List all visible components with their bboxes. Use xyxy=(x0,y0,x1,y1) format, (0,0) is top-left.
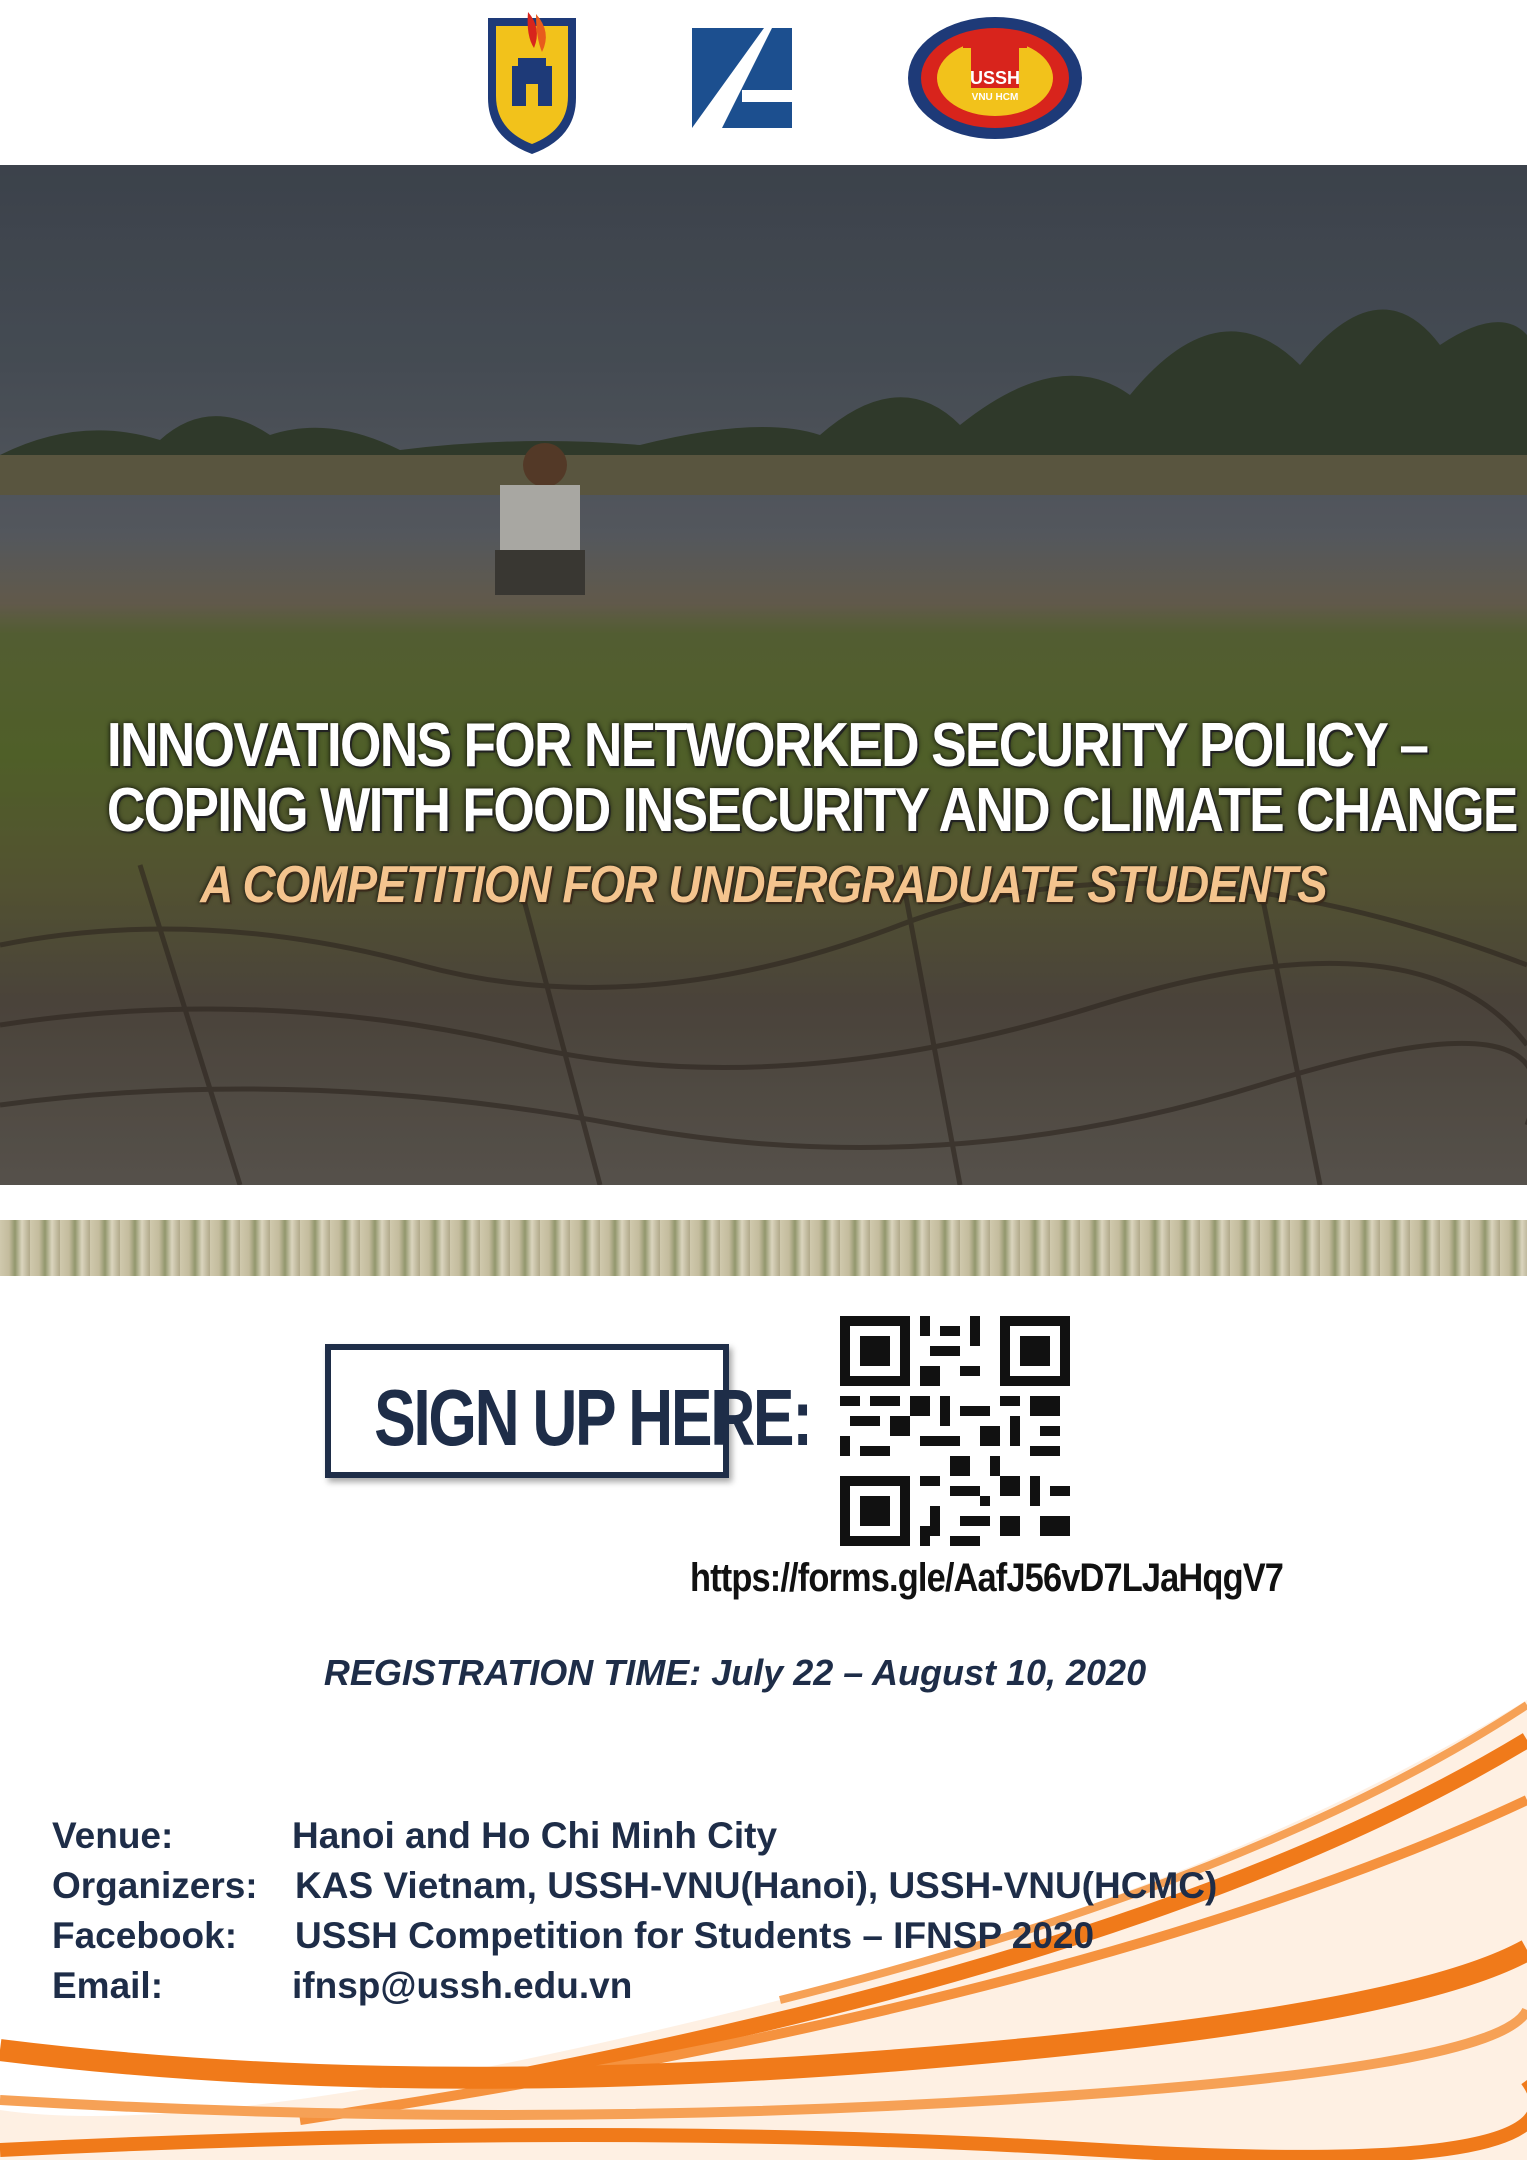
ussh-logo-subtext: VNU HCM xyxy=(971,92,1019,103)
info-key: Organizers: xyxy=(52,1865,258,1906)
info-value[interactable]: USSH Competition for Students – IFNSP 2020 xyxy=(295,1915,1095,1956)
ussh-logo-text: USSH xyxy=(969,68,1021,88)
info-value: KAS Vietnam, USSH-VNU(Hanoi), USSH-VNU(HCMC) xyxy=(295,1865,1218,1906)
hero-subtitle: A COMPETITION FOR UNDERGRADUATE STUDENTS xyxy=(200,856,1327,914)
info-value[interactable]: ifnsp@ussh.edu.vn xyxy=(292,1965,633,2006)
hero-title-line2: COPING WITH FOOD INSECURITY AND CLIMATE CHANGE xyxy=(106,776,1517,845)
info-key: Venue: xyxy=(52,1815,174,1856)
signup-url-link[interactable]: https://forms.gle/AafJ56vD7LJaHqgV7 xyxy=(690,1556,1284,1600)
sign-up-label: SIGN UP HERE: xyxy=(374,1373,811,1462)
info-key: Facebook: xyxy=(52,1915,238,1956)
sign-up-button[interactable] xyxy=(325,1344,811,1478)
qr-code[interactable] xyxy=(840,1316,1070,1546)
registration-time: REGISTRATION TIME: July 22 – August 10, 2020 xyxy=(323,1652,1147,1693)
info-key: Email: xyxy=(52,1965,164,2006)
info-value: Hanoi and Ho Chi Minh City xyxy=(292,1815,778,1856)
hero-title-line1: INNOVATIONS FOR NETWORKED SECURITY POLICY – xyxy=(106,711,1428,780)
